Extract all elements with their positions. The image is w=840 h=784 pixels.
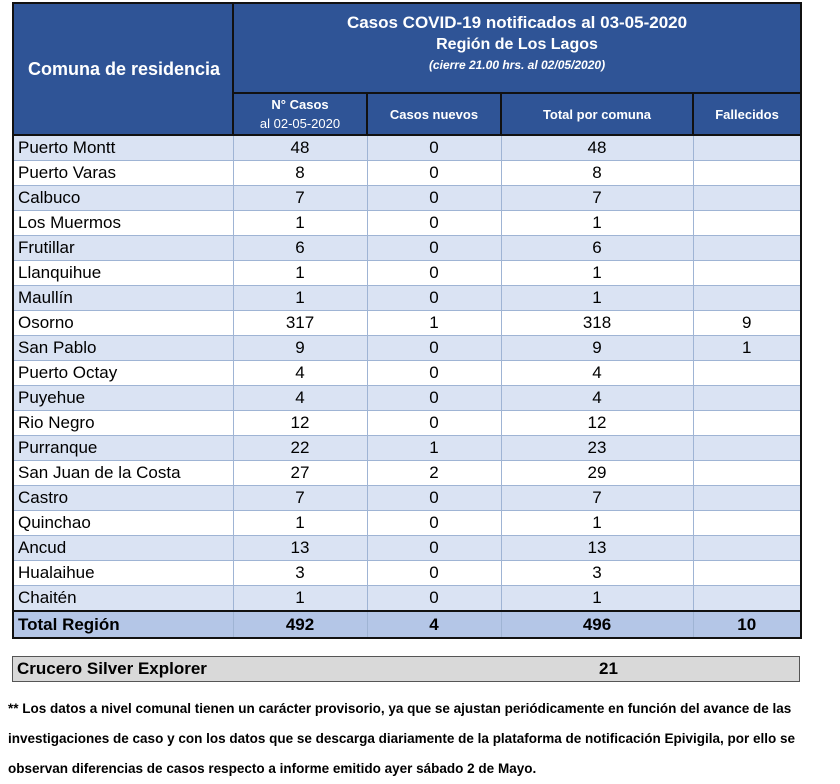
cell-total: 4 [501, 386, 693, 411]
cell-nuevos: 0 [367, 161, 501, 186]
comuna-name: Rio Negro [13, 411, 233, 436]
comuna-name: Hualaihue [13, 561, 233, 586]
cell-total: 1 [501, 286, 693, 311]
col-header-fallecidos: Fallecidos [693, 93, 801, 135]
comuna-name: Puyehue [13, 386, 233, 411]
table-row [13, 411, 801, 436]
table-row [13, 436, 801, 461]
cruise-label: Crucero Silver Explorer [17, 659, 207, 678]
cell-total: 48 [501, 135, 693, 161]
cell-fallecidos [693, 411, 801, 436]
cell-fallecidos [693, 211, 801, 236]
cell-fallecidos [693, 511, 801, 536]
cell-total: 318 [501, 311, 693, 336]
total-label: Total Región [13, 611, 233, 638]
cell-casos: 1 [233, 261, 367, 286]
cell-fallecidos [693, 386, 801, 411]
cell-fallecidos [693, 361, 801, 386]
cell-fallecidos [693, 236, 801, 261]
cell-fallecidos: 1 [693, 336, 801, 361]
cell-nuevos: 0 [367, 135, 501, 161]
cell-nuevos: 1 [367, 311, 501, 336]
table-row [13, 561, 801, 586]
cell-total: 23 [501, 436, 693, 461]
comuna-name: Frutillar [13, 236, 233, 261]
cell-total: 12 [501, 411, 693, 436]
cell-casos: 13 [233, 536, 367, 561]
cell-nuevos: 2 [367, 461, 501, 486]
cruise-row [12, 656, 800, 682]
table-row [13, 336, 801, 361]
cell-total: 7 [501, 186, 693, 211]
comuna-name: Castro [13, 486, 233, 511]
table-row [13, 511, 801, 536]
cell-nuevos: 0 [367, 511, 501, 536]
table-title-block [233, 3, 801, 93]
comuna-name: San Pablo [13, 336, 233, 361]
total-nuevos: 4 [367, 611, 501, 638]
cell-total: 6 [501, 236, 693, 261]
table-row [13, 135, 801, 161]
cell-fallecidos [693, 561, 801, 586]
cell-fallecidos [693, 486, 801, 511]
cell-total: 1 [501, 511, 693, 536]
cell-fallecidos [693, 286, 801, 311]
cell-casos: 3 [233, 561, 367, 586]
cell-fallecidos [693, 135, 801, 161]
cell-nuevos: 0 [367, 186, 501, 211]
cell-casos: 7 [233, 186, 367, 211]
cell-casos: 317 [233, 311, 367, 336]
cell-casos: 1 [233, 586, 367, 612]
table-row [13, 286, 801, 311]
cell-fallecidos [693, 461, 801, 486]
cell-casos: 1 [233, 211, 367, 236]
cruise-value: 21 [599, 659, 618, 678]
cell-fallecidos [693, 436, 801, 461]
cell-nuevos: 0 [367, 361, 501, 386]
cell-casos: 12 [233, 411, 367, 436]
cell-casos: 7 [233, 486, 367, 511]
cell-total: 7 [501, 486, 693, 511]
cell-nuevos: 0 [367, 561, 501, 586]
footnote: ** Los datos a nivel comunal tienen un carácter provisorio, ya que se ajustan periódicamente en función del avance de las investigaciones de caso y con los datos que se descarga diariamente de la plataforma de notificación Epivigila, por ello se observan diferencias de casos respecto a informe emitido ayer sábado 2 de Mayo. [8, 701, 796, 776]
comuna-name: Quinchao [13, 511, 233, 536]
table-row [13, 211, 801, 236]
comuna-name: Chaitén [13, 586, 233, 612]
cell-fallecidos [693, 186, 801, 211]
cell-fallecidos [693, 261, 801, 286]
cell-casos: 1 [233, 511, 367, 536]
table-body [13, 135, 801, 638]
col-header-total: Total por comuna [501, 93, 693, 135]
cell-fallecidos: 9 [693, 311, 801, 336]
cell-total: 13 [501, 536, 693, 561]
cell-total: 8 [501, 161, 693, 186]
table-row [13, 486, 801, 511]
cierre-note: (cierre 21.00 hrs. al 02/05/2020) [428, 58, 606, 72]
col-header-casos [233, 93, 367, 135]
total-total: 496 [501, 611, 693, 638]
cell-nuevos: 0 [367, 286, 501, 311]
cell-nuevos: 0 [367, 411, 501, 436]
cell-nuevos: 0 [367, 336, 501, 361]
total-casos: 492 [233, 611, 367, 638]
cell-total: 9 [501, 336, 693, 361]
cell-casos: 8 [233, 161, 367, 186]
comuna-name: Puerto Montt [13, 135, 233, 161]
cell-casos: 1 [233, 286, 367, 311]
cell-nuevos: 0 [367, 386, 501, 411]
col-header-casos-label: N° Casos [271, 97, 329, 112]
total-row [13, 611, 801, 638]
cell-nuevos: 0 [367, 236, 501, 261]
cell-fallecidos [693, 161, 801, 186]
covid-cases-table [12, 2, 802, 639]
cell-nuevos: 1 [367, 436, 501, 461]
cell-total: 1 [501, 261, 693, 286]
region-title: Región de Los Lagos [436, 36, 598, 53]
table-row [13, 536, 801, 561]
total-fallecidos: 10 [693, 611, 801, 638]
comuna-name: Ancud [13, 536, 233, 561]
table-row [13, 311, 801, 336]
comuna-name: Los Muermos [13, 211, 233, 236]
cell-total: 1 [501, 586, 693, 612]
cell-total: 1 [501, 211, 693, 236]
cell-casos: 22 [233, 436, 367, 461]
cell-nuevos: 0 [367, 211, 501, 236]
comuna-name: Calbuco [13, 186, 233, 211]
cell-fallecidos [693, 586, 801, 612]
cell-total: 4 [501, 361, 693, 386]
col-header-nuevos: Casos nuevos [367, 93, 501, 135]
cell-total: 3 [501, 561, 693, 586]
col-header-casos-date: al 02-05-2020 [259, 116, 341, 131]
comuna-name: San Juan de la Costa [13, 461, 233, 486]
cell-fallecidos [693, 536, 801, 561]
comuna-name: Puerto Octay [13, 361, 233, 386]
cell-total: 29 [501, 461, 693, 486]
cell-nuevos: 0 [367, 486, 501, 511]
cell-casos: 48 [233, 135, 367, 161]
comuna-name: Puerto Varas [13, 161, 233, 186]
comuna-header: Comuna de residencia [13, 3, 233, 135]
cell-casos: 27 [233, 461, 367, 486]
table-row [13, 161, 801, 186]
cell-nuevos: 0 [367, 261, 501, 286]
table-row [13, 361, 801, 386]
comuna-name: Maullín [13, 286, 233, 311]
cell-casos: 4 [233, 386, 367, 411]
comuna-name: Osorno [13, 311, 233, 336]
table-row [13, 386, 801, 411]
cell-casos: 4 [233, 361, 367, 386]
table-row [13, 186, 801, 211]
comuna-name: Purranque [13, 436, 233, 461]
cell-nuevos: 0 [367, 586, 501, 612]
cell-casos: 6 [233, 236, 367, 261]
table-row [13, 461, 801, 486]
cell-nuevos: 0 [367, 536, 501, 561]
table-row [13, 261, 801, 286]
table-row [13, 236, 801, 261]
table-title: Casos COVID-19 notificados al 03-05-2020 [346, 13, 688, 32]
cell-casos: 9 [233, 336, 367, 361]
table-row [13, 586, 801, 612]
comuna-name: Llanquihue [13, 261, 233, 286]
